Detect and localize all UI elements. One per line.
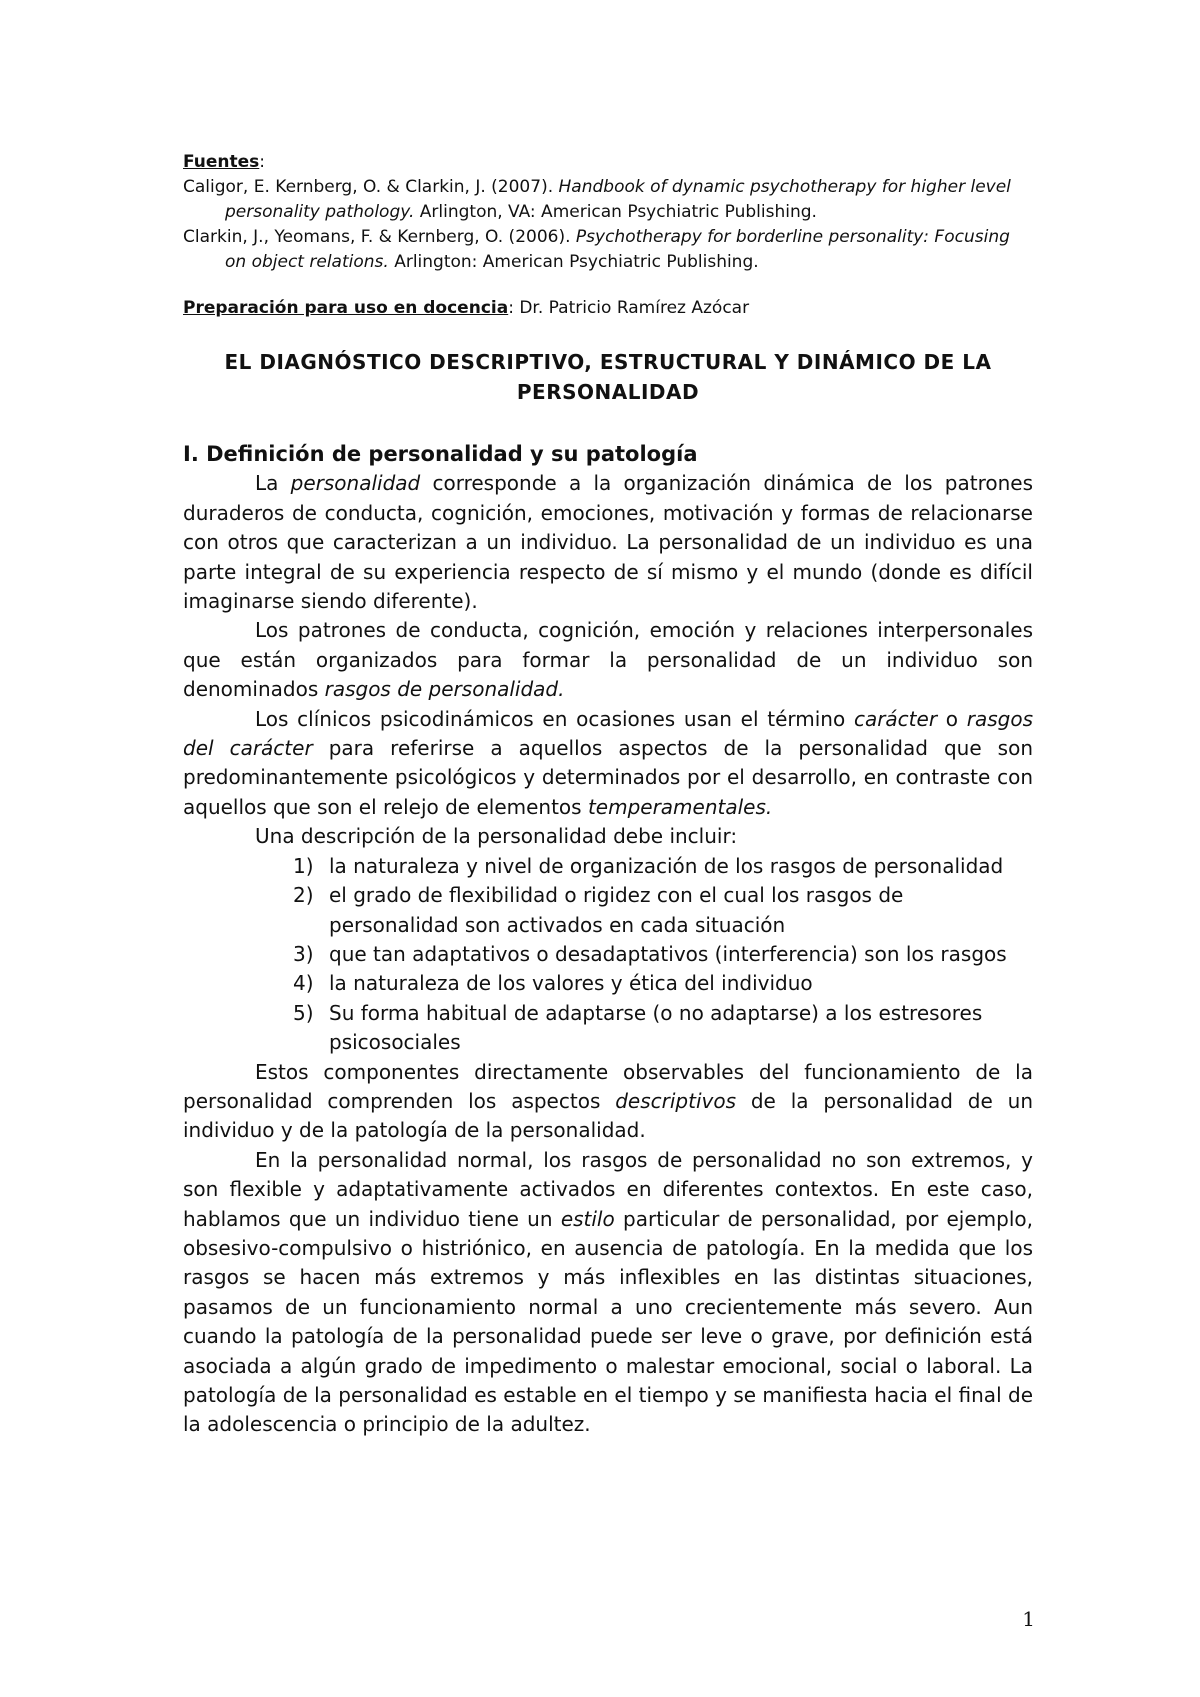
sources-block (183, 150, 1033, 275)
reference-title: Handbook of dynamic psychotherapy for higher level personality pathology. (225, 177, 1011, 222)
preparation-author: Dr. Patricio Ramírez Azócar (513, 298, 750, 318)
text-run: Los patrones de conducta, cognición, emoción y relaciones interpersonales que están organizados para formar la personalidad de un individuo son denominados (183, 618, 1033, 702)
reference-item (183, 225, 1033, 275)
text-run: particular de personalidad, por ejemplo, obsesivo-compulsivo o histriónico, en ausencia de patología. En la medida que los rasgos se hacen más extremos y más inflexibles en las distintas situaciones, pasamos de un funcionamiento normal a uno crecientemente más severo. Aun cuando la patología de la personalidad puede ser leve o grave, por definición está asociada a algún grado de impedimento o malestar emocional, social o laboral. La patología de la personalidad es estable en el tiempo y se manifiesta hacia el final de la adolescencia o principio de la adultez. (183, 1206, 1033, 1437)
document-body (183, 440, 1033, 1440)
emphasis: rasgos del carácter (183, 706, 1033, 761)
preparation-label: Preparación para uso en docencia (183, 298, 509, 318)
requirements-list (183, 852, 1033, 1058)
list-item (183, 999, 1033, 1058)
reference-authors: Clarkin, J., Yeomans, F. & Kernberg, O. (2006). (183, 227, 576, 247)
text-run: de la personalidad de un individuo y de la patología de la personalidad. (183, 1088, 1033, 1143)
emphasis: carácter (853, 706, 938, 731)
document-title: EL DIAGNÓSTICO DESCRIPTIVO, ESTRUCTURAL Y DINÁMICO DE LA PERSONALIDAD (224, 350, 992, 404)
sources-colon: : (259, 152, 266, 172)
text-run: Los clínicos psicodinámicos en ocasiones usan el término (255, 706, 854, 731)
text-run: Estos componentes directamente observables del funcionamiento de la personalidad comprenden los aspectos (183, 1059, 1033, 1113)
list-text: Su forma habitual de adaptarse (o no adaptarse) a los estresores psicosociales (329, 1000, 983, 1055)
list-number: 1) (293, 853, 314, 878)
list-item (183, 940, 1033, 969)
section-heading: I. Definición de personalidad y su patología (183, 442, 698, 466)
sources-label-line (183, 150, 1033, 175)
emphasis: rasgos de personalidad. (324, 677, 565, 702)
paragraph (183, 1146, 1033, 1440)
text-run: La (255, 471, 291, 496)
paragraph (183, 705, 1033, 823)
paragraph (183, 469, 1033, 616)
list-item (183, 969, 1033, 998)
text-run: o (937, 706, 967, 731)
list-number: 2) (293, 883, 314, 908)
list-number: 4) (293, 971, 314, 996)
sources-label: Fuentes (183, 152, 260, 172)
list-item (183, 852, 1033, 881)
text-run: corresponde a la organización dinámica de los patrones duraderos de conducta, cognición, emociones, motivación y formas de relacionarse con otros que caracterizan a un individuo. La personalidad de un individuo es una parte integral de su experiencia respecto de sí mismo y el mundo (donde es difícil imaginarse siendo diferente). (183, 471, 1033, 614)
list-text: la naturaleza de los valores y ética del individuo (329, 971, 813, 996)
paragraph (183, 616, 1033, 704)
paragraph (183, 1058, 1033, 1146)
list-item (183, 881, 1033, 940)
list-text: el grado de flexibilidad o rigidez con el cual los rasgos de personalidad son activados en cada situación (329, 883, 904, 937)
paragraph: Una descripción de la personalidad debe incluir: (255, 824, 738, 849)
preparation-line (183, 296, 1033, 321)
text-run: para referirse a aquellos aspectos de la personalidad que son predominantemente psicológicos y determinados por el desarrollo, en contraste con aquellos que son el relejo de elementos (183, 736, 1034, 819)
preparation-colon: : (508, 298, 514, 318)
list-text: la naturaleza y nivel de organización de los rasgos de personalidad (329, 853, 1004, 878)
reference-publisher: Arlington, VA: American Psychiatric Publishing. (414, 202, 817, 222)
list-text: que tan adaptativos o desadaptativos (interferencia) son los rasgos (329, 941, 1007, 966)
reference-authors: Caligor, E. Kernberg, O. & Clarkin, J. (2007). (183, 177, 559, 197)
reference-publisher: Arlington: American Psychiatric Publishing. (388, 252, 759, 272)
emphasis: temperamentales. (587, 794, 773, 819)
page-number: 1 (1022, 1607, 1035, 1631)
list-number: 3) (293, 941, 314, 966)
text-run: En la personalidad normal, los rasgos de personalidad no son extremos, y son flexible y adaptativamente activados en diferentes contextos. En este caso, hablamos que un individuo tiene un (183, 1147, 1033, 1231)
emphasis: descriptivos (615, 1088, 736, 1113)
emphasis: personalidad (290, 471, 421, 496)
reference-item (183, 175, 1033, 225)
reference-title: Psychotherapy for borderline personality: Focusing on object relations. (225, 227, 1010, 272)
emphasis: estilo (560, 1206, 615, 1231)
list-number: 5) (293, 1000, 314, 1025)
